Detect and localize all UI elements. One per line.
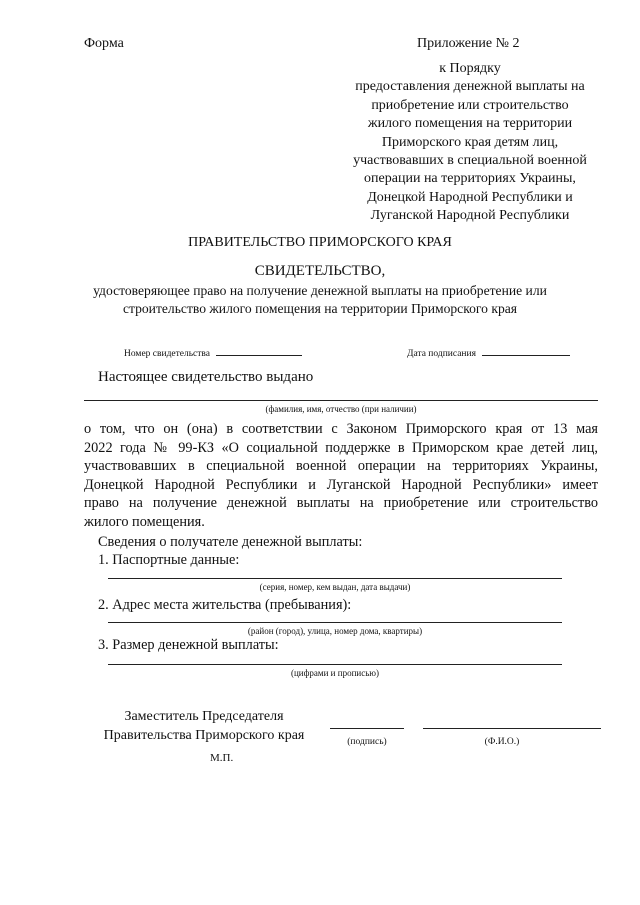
form-label: Форма — [84, 36, 124, 51]
body-line: участвовавших в специальной военной операции на территориях Украины, — [84, 458, 598, 475]
body-line: 2022 года № 99-КЗ «О социальной поддержке в Приморском крае детей лиц, — [84, 439, 598, 456]
appendix-line: предоставления денежной выплаты на — [355, 79, 585, 95]
signature-hint: (подпись) — [347, 737, 387, 747]
signer-position — [84, 707, 324, 745]
signing-date-label: Дата подписания — [407, 349, 476, 359]
appendix-line: Приморского края детям лиц, — [381, 134, 559, 150]
subtitle-line: удостоверяющее право на получение денежной выплаты на приобретение или — [93, 283, 547, 298]
seal-label: М.П. — [210, 752, 234, 764]
address-hint: (район (город), улица, номер дома, квартиры) — [247, 626, 423, 636]
certificate-subtitle — [0, 282, 640, 318]
appendix-line: жилого помещения на территории — [367, 116, 573, 132]
cert-number-label: Номер свидетельства — [124, 349, 211, 359]
amount-blank[interactable] — [108, 664, 562, 665]
government-heading: ПРАВИТЕЛЬСТВО ПРИМОРСКОГО КРАЯ — [188, 235, 452, 250]
recipient-heading: Сведения о получателе денежной выплаты: — [98, 534, 363, 550]
signer-line: Заместитель Председателя — [124, 709, 284, 724]
cert-number-field — [124, 346, 302, 359]
appendix-line: к Порядку — [439, 61, 501, 76]
signature-blank[interactable] — [330, 728, 404, 729]
issued-to-label: Настоящее свидетельство выдано — [98, 369, 314, 385]
amount-label: 3. Размер денежной выплаты: — [98, 637, 279, 653]
passport-blank[interactable] — [108, 578, 562, 579]
signing-date-field — [407, 346, 570, 359]
body-line: Донецкой Народной Республики и Луганской Народной Республики» имеет — [84, 476, 598, 493]
certificate-body — [84, 420, 598, 532]
appendix-reference — [330, 60, 610, 226]
name-hint: (фамилия, имя, отчество (при наличии) — [265, 404, 417, 414]
appendix-line: Донецкой Народной Республики и — [367, 189, 573, 205]
fio-hint: (Ф.И.О.) — [484, 737, 520, 747]
signer-line: Правительства Приморского края — [103, 728, 305, 743]
signing-date-blank[interactable] — [482, 346, 570, 356]
appendix-line: участвовавших в специальной военной — [353, 153, 587, 169]
appendix-number: Приложение № 2 — [417, 36, 520, 51]
fio-blank[interactable] — [423, 728, 601, 729]
appendix-line: Луганской Народной Республики — [370, 208, 570, 224]
amount-hint: (цифрами и прописью) — [290, 668, 380, 678]
passport-label: 1. Паспортные данные: — [98, 552, 240, 568]
issued-to-blank[interactable] — [84, 400, 598, 401]
address-blank[interactable] — [108, 622, 562, 623]
passport-hint: (серия, номер, кем выдан, дата выдачи) — [259, 582, 411, 592]
body-line: право на получение денежной выплаты на приобретение или строительство — [84, 495, 598, 512]
body-line: жилого помещения. — [84, 513, 205, 530]
address-label: 2. Адрес места жительства (пребывания): — [98, 597, 352, 613]
appendix-line: операции на территориях Украины, — [364, 171, 576, 187]
certificate-title: СВИДЕТЕЛЬСТВО, — [254, 263, 386, 279]
cert-number-blank[interactable] — [216, 346, 302, 356]
body-line: о том, что он (она) в соответствии с Законом Приморского края от 13 мая — [84, 421, 598, 437]
subtitle-line: строительство жилого помещения на территории Приморского края — [122, 301, 518, 316]
appendix-line: приобретение или строительство — [371, 97, 569, 113]
